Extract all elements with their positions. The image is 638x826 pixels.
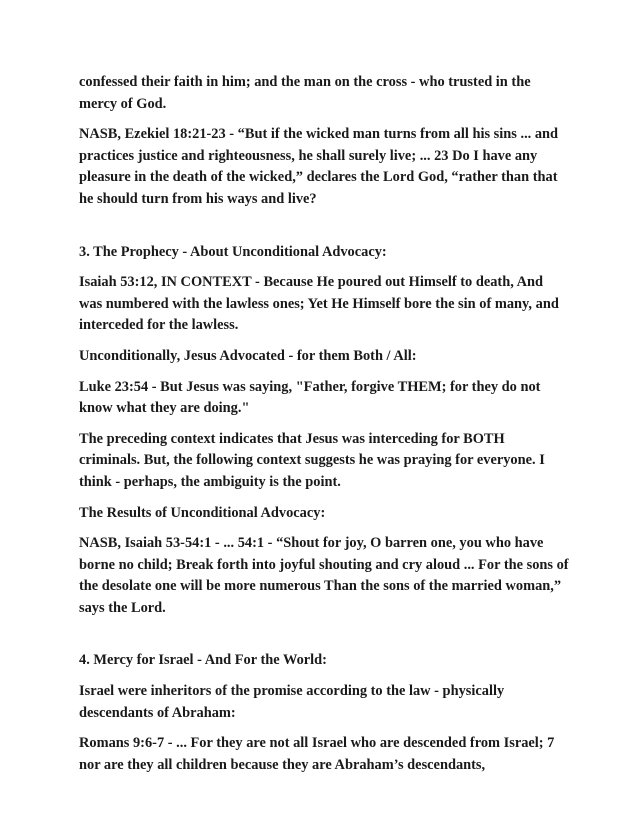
paragraph-luke-quote: Luke 23:54 - But Jesus was saying, "Father, forgive THEM; for they do not know what they are doing." bbox=[79, 378, 541, 417]
paragraph-israel-inheritors: Israel were inheritors of the promise according to the law - physically descendants of Abraham: bbox=[79, 683, 505, 721]
section-spacer bbox=[79, 628, 569, 650]
paragraph-isaiah-53-12: Isaiah 53:12, IN CONTEXT - Because He poured out Himself to death, And was numbered with the lawless ones; Yet He Himself bore the sin of many, and interceded for the lawless. bbox=[79, 274, 559, 334]
section-heading-prophecy: 3. The Prophecy - About Unconditional Advocacy: bbox=[79, 243, 387, 260]
paragraph-confession: confessed their faith in him; and the man on the cross - who trusted in the mercy of God. bbox=[79, 74, 531, 112]
paragraph-ezekiel-quote: NASB, Ezekiel 18:21-23 - “But if the wicked man turns from all his sins ... and practices justice and righteousness, he shall surely live; ... 23 Do I have any pleasure in the death of the wicked,” declares the Lord God, “rather than that he should turn from his ways and live? bbox=[79, 126, 559, 207]
section-spacer bbox=[79, 220, 569, 242]
paragraph-context-note: The preceding context indicates that Jesus was interceding for BOTH criminals. But, the following context suggests he was praying for everyone. I think - perhaps, the ambiguity is the point. bbox=[79, 430, 545, 490]
document-page bbox=[79, 72, 569, 785]
section-heading-mercy: 4. Mercy for Israel - And For the World: bbox=[79, 652, 327, 669]
paragraph-romans-quote: Romans 9:6-7 - ... For they are not all Israel who are descended from Israel; 7 nor are they all children because they are Abraham’s descendants, bbox=[79, 735, 555, 773]
subheading-unconditionally: Unconditionally, Jesus Advocated - for them Both / All: bbox=[79, 347, 417, 364]
subheading-results: The Results of Unconditional Advocacy: bbox=[79, 504, 326, 521]
paragraph-isaiah-54-quote: NASB, Isaiah 53-54:1 - ... 54:1 - “Shout for joy, O barren one, you who have borne no child; Break forth into joyful shouting and cry aloud ... For the sons of the desolate one will be more numerous Than the sons of the married woman,” says the Lord. bbox=[79, 535, 569, 616]
